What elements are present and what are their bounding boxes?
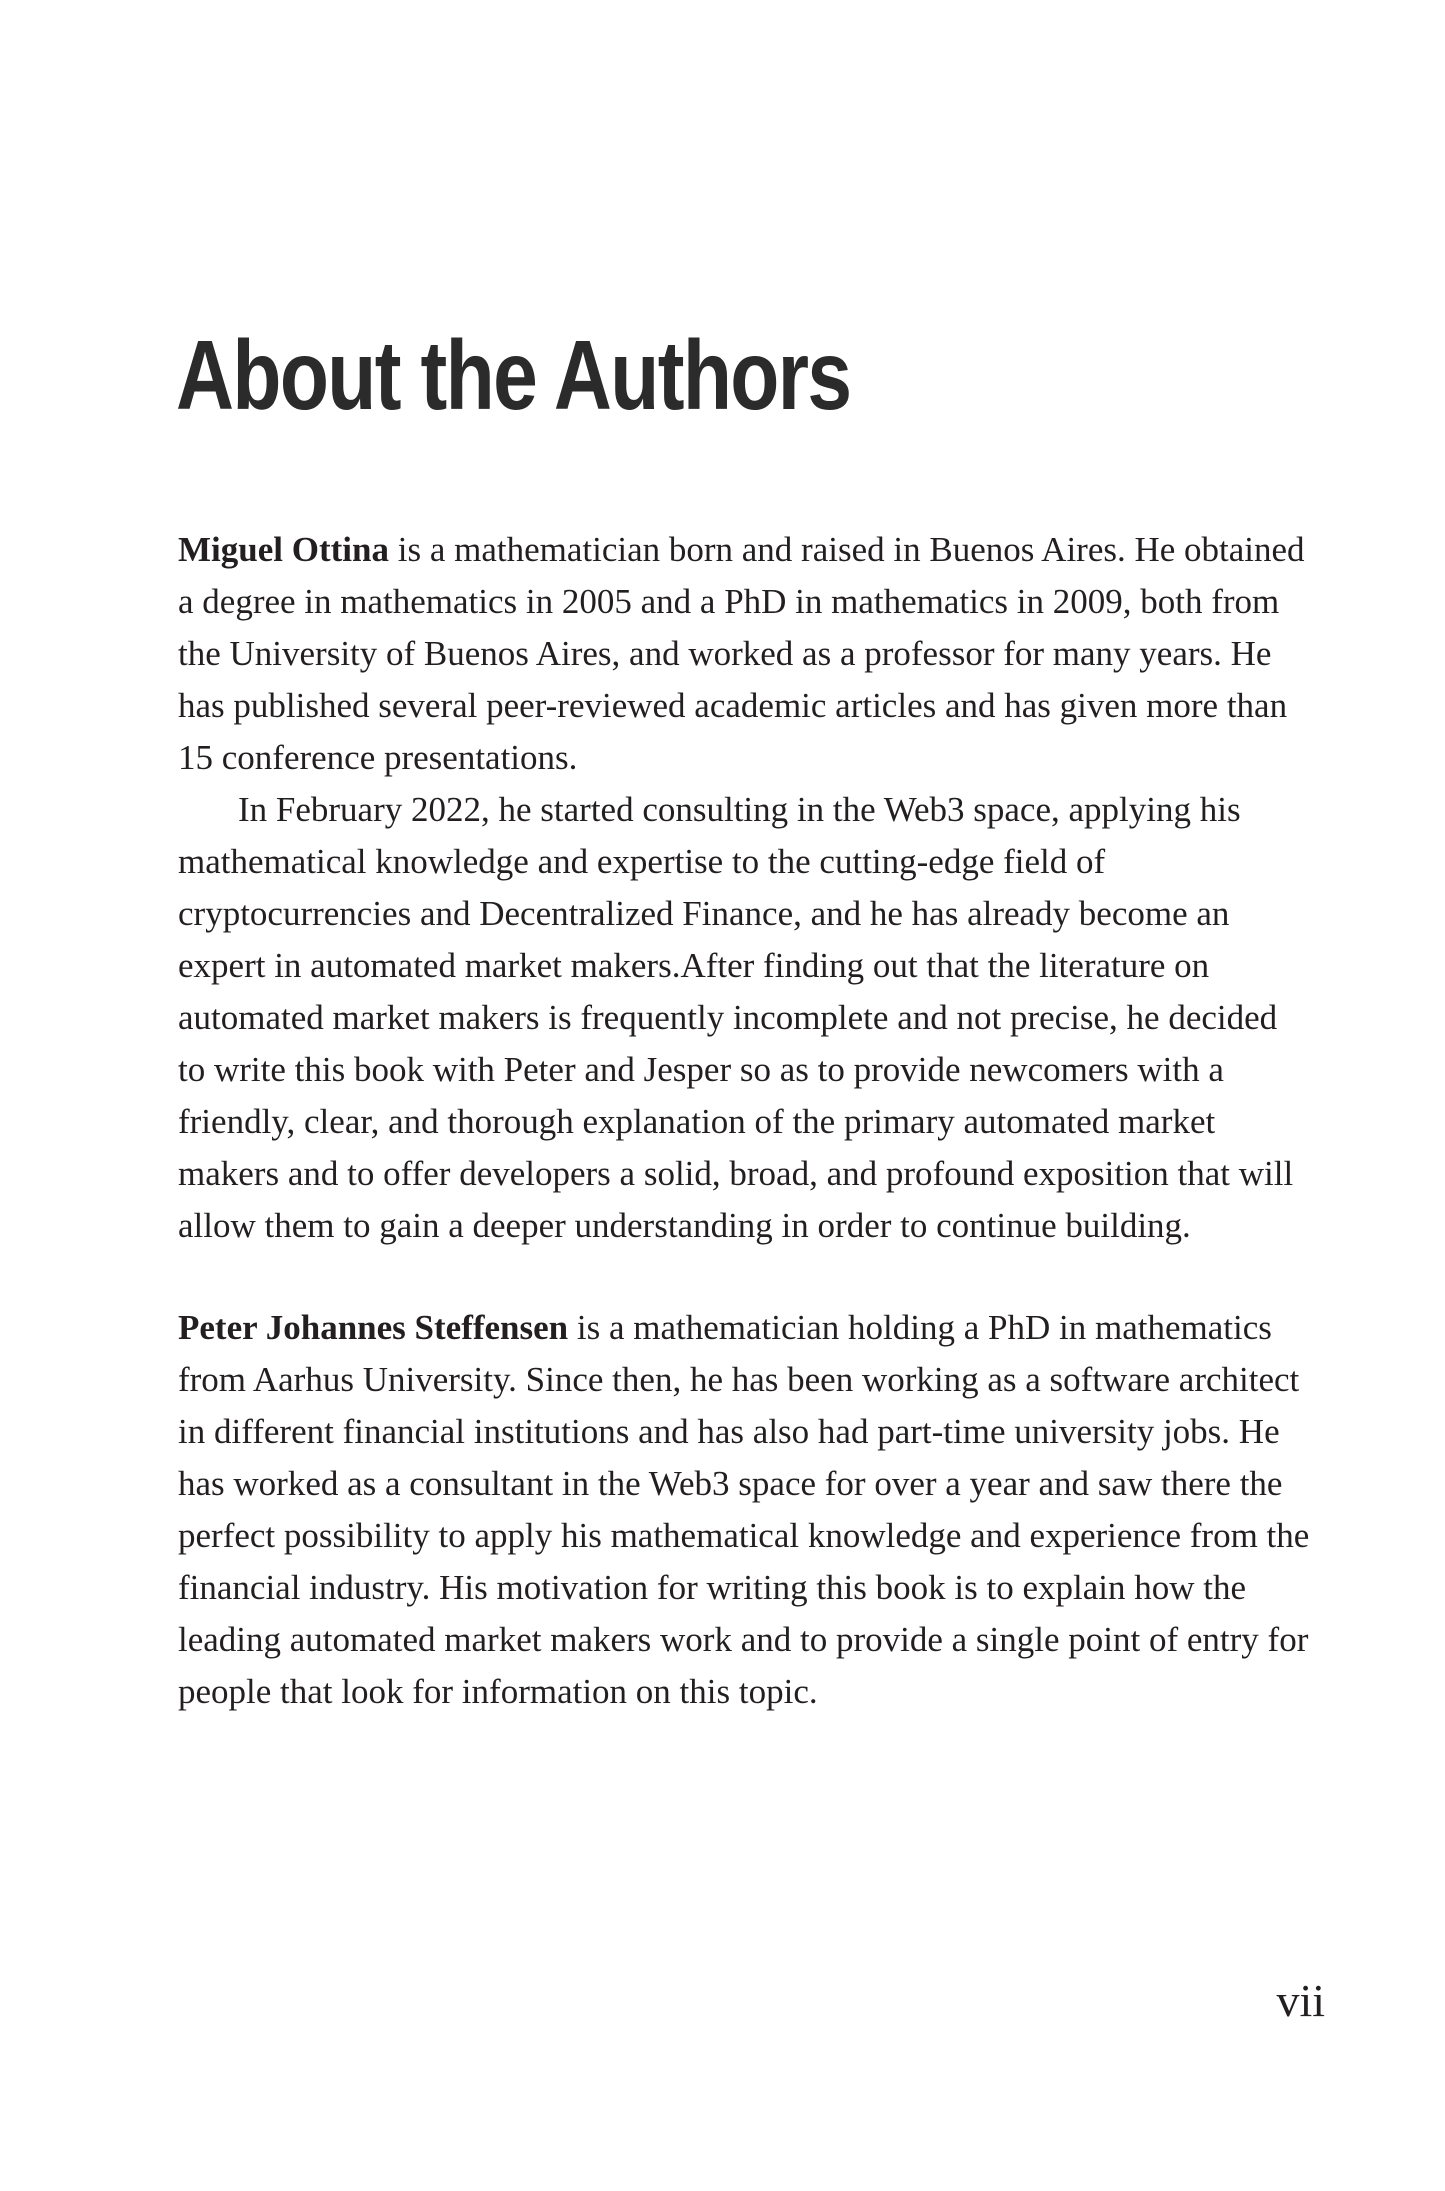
author-bio-paragraph-miguel-2 bbox=[178, 784, 1310, 1252]
author-bio-text: is a mathematician born and raised in Buenos Aires. He obtained a degree in mathematics in 2005 and a PhD in mathematics in 2009, both from the University of Buenos Aires, and worked as a professor for many years. He has published several peer-reviewed academic articles and has given more than 15 conference presentations. bbox=[178, 530, 1305, 777]
author-bio-text: In February 2022, he started consulting in the Web3 space, applying his mathematical knowledge and expertise to the cutting-edge field of cryptocurrencies and Decentralized Finance, and he has already become an expert in automated market makers.After finding out that the literature on automated market makers is frequently incomplete and not precise, he decided to write this book with Peter and Jesper so as to provide newcomers with a friendly, clear, and thorough explanation of the primary automated market makers and to offer developers a solid, broad, and profound exposition that will allow them to gain a deeper understanding in order to continue building. bbox=[178, 790, 1294, 1245]
about-authors-content bbox=[178, 524, 1310, 1718]
author-name-miguel: Miguel Ottina bbox=[178, 530, 389, 569]
page-title: About the Authors bbox=[176, 320, 851, 430]
author-name-peter: Peter Johannes Steffensen bbox=[178, 1308, 569, 1347]
author-bio-paragraph-peter bbox=[178, 1302, 1310, 1718]
page-number: vii bbox=[1276, 1975, 1325, 2026]
author-bio-text: is a mathematician holding a PhD in mathematics from Aarhus University. Since then, he has been working as a software architect in different financial institutions and has also had part-time university jobs. He has worked as a consultant in the Web3 space for over a year and saw there the perfect possibility to apply his mathematical knowledge and experience from the financial industry. His motivation for writing this book is to explain how the leading automated market makers work and to provide a single point of entry for people that look for information on this topic. bbox=[178, 1308, 1310, 1711]
author-bio-paragraph-miguel bbox=[178, 524, 1310, 784]
